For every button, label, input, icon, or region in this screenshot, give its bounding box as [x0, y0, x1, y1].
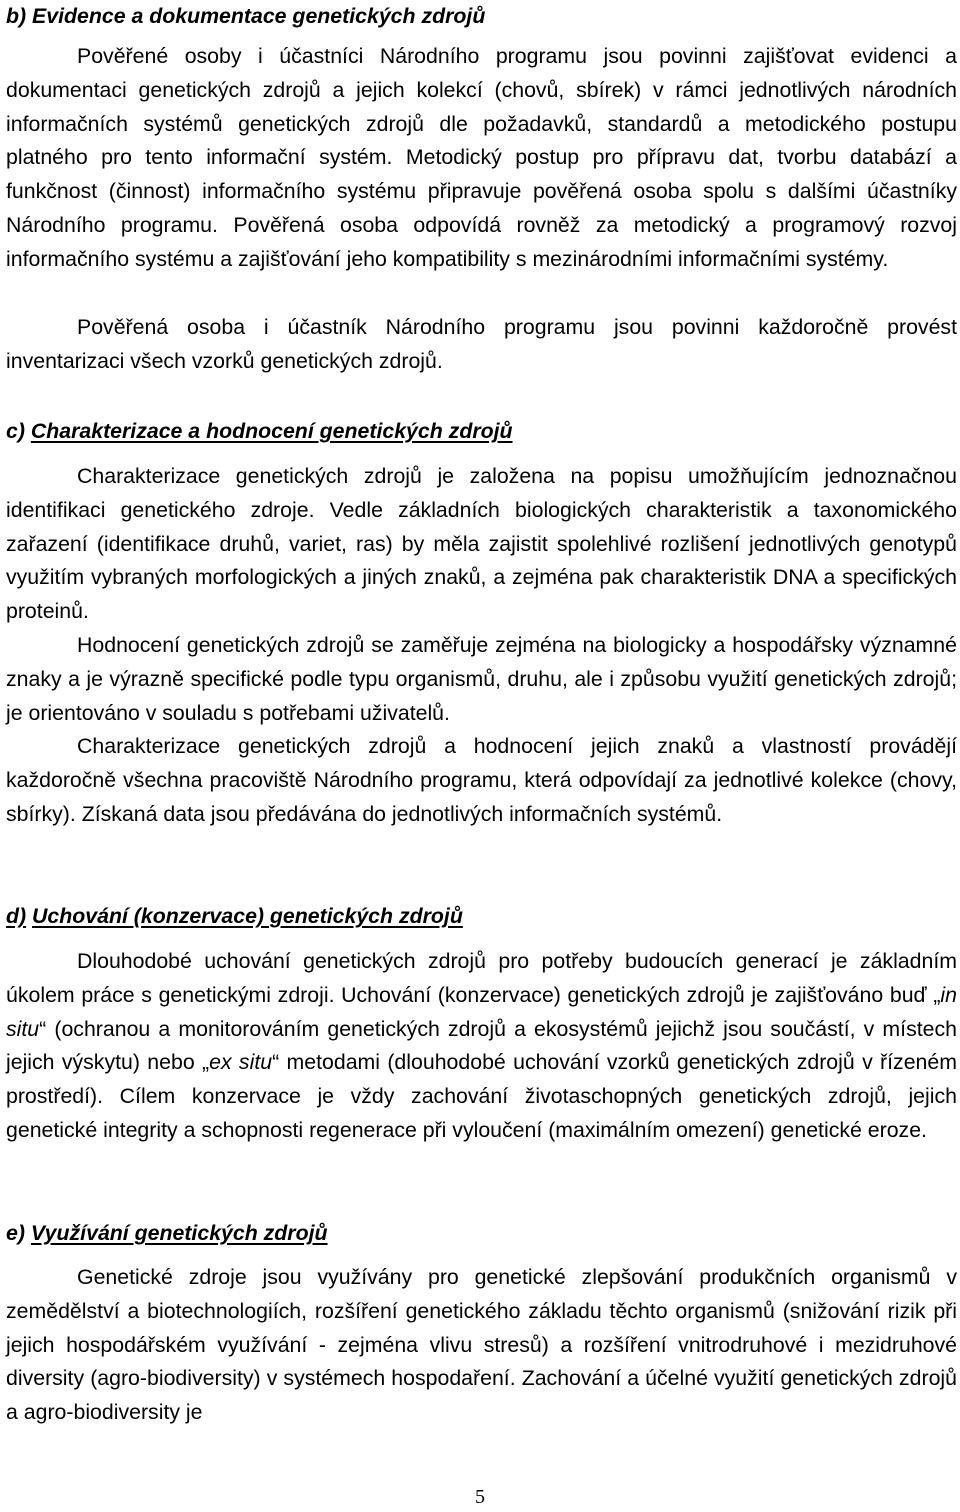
section-d-text-2: “ (ochranou a monitorováním genetických zdrojů a ekosystémů jejichž jsou součástí, v místech jejich výskytu) nebo „	[6, 1016, 957, 1075]
page-number: 5	[475, 1486, 485, 1508]
section-c-paragraph-3: Charakterizace genetických zdrojů a hodnocení jejich znaků a vlastností provádějí každoročně všechna pracoviště Národního programu, která odpovídají za jednotlivé kolekce (chovy, sbírky). Získaná data jsou předávána do jednotlivých informačních systémů.	[6, 734, 957, 826]
section-d-prefix: d)	[6, 904, 27, 928]
section-e-heading	[6, 1219, 328, 1247]
section-d-paragraph-1	[6, 945, 957, 1148]
section-b-paragraph-1: Pověřené osoby i účastníci Národního programu jsou povinni zajišťovat evidenci a dokumentaci genetických zdrojů a jejich kolekcí (chovů, sbírek) v rámci jednotlivých národních informačních systémů genetických zdrojů dle požadavků, standardů a metodického postupu platného pro tento informační systém. Metodický postup pro přípravu dat, tvorbu databází a funkčnost (činnost) informačního systému připravuje pověřená osoba spolu s dalšími účastníky Národního programu. Pověřená osoba odpovídá rovněž za metodický a programový rozvoj informačního systému a zajišťování jeho kompatibility s mezinárodními informačními systémy.	[6, 44, 957, 271]
section-c-paragraph-2: Hodnocení genetických zdrojů se zaměřuje zejména na biologicky a hospodářsky významné znaky a je výrazně specifické podle typu organismů, druhu, ale i způsobu využití genetických zdrojů; je orientováno v souladu s potřebami uživatelů.	[6, 633, 957, 725]
section-b-title: Evidence a dokumentace genetických zdrojů	[32, 4, 486, 28]
section-d-text-1: Dlouhodobé uchování genetických zdrojů pro potřeby budoucích generací je základním úkolem práce s genetickými zdroji. Uchování (konzervace) genetických zdrojů je zajišťováno buď „	[6, 949, 957, 1007]
section-c-heading	[6, 417, 513, 445]
section-d-title: Uchování (konzervace) genetických zdrojů	[32, 904, 463, 928]
section-b-paragraph-2: Pověřená osoba i účastník Národního programu jsou povinni každoročně provést inventarizaci všech vzorků genetických zdrojů.	[6, 315, 957, 373]
ex-situ-term: ex situ	[209, 1050, 273, 1075]
section-e-paragraph-1: Genetické zdroje jsou využívány pro genetické zlepšování produkčních organismů v zemědělství a biotechnologiích, rozšíření genetického základu těchto organismů (snižování rizik při jejich hospodářském využívání - zejména vlivu stresů) a rozšíření vnitrodruhové i mezidruhové diversity (agro-biodiversity) v systémech hospodaření. Zachování a účelné využití genetických zdrojů a agro-biodiversity je	[6, 1265, 957, 1425]
section-c-title: Charakterizace a hodnocení genetických zdrojů	[30, 419, 513, 443]
in-situ-term: in situ	[6, 982, 957, 1041]
section-b-prefix: b)	[6, 4, 27, 28]
section-d-heading	[6, 902, 463, 930]
section-c-paragraph-1: Charakterizace genetických zdrojů je založena na popisu umožňujícím jednoznačnou identifikaci genetického zdroje. Vedle základních biologických charakteristik a taxonomického zařazení (identifikace druhů, variet, ras) by měla zajistit spolehlivé rozlišení jednotlivých genotypů využitím vybraných morfologických a jiných znaků, a zejména pak charakteristik DNA a specifických proteinů.	[6, 464, 957, 624]
section-e-title: Využívání genetických zdrojů	[30, 1221, 328, 1245]
section-e-prefix: e)	[6, 1221, 25, 1245]
section-b-heading	[6, 2, 485, 30]
section-c-prefix: c)	[6, 419, 25, 443]
section-d-text-3: “ metodami (dlouhodobé uchování vzorků genetických zdrojů v řízeném prostředí). Cílem konzervace je vždy zachování životaschopných genetických zdrojů, jejich genetické integrity a schopnosti regenerace při vyloučení (maximálním omezení) genetické eroze.	[6, 1050, 957, 1142]
